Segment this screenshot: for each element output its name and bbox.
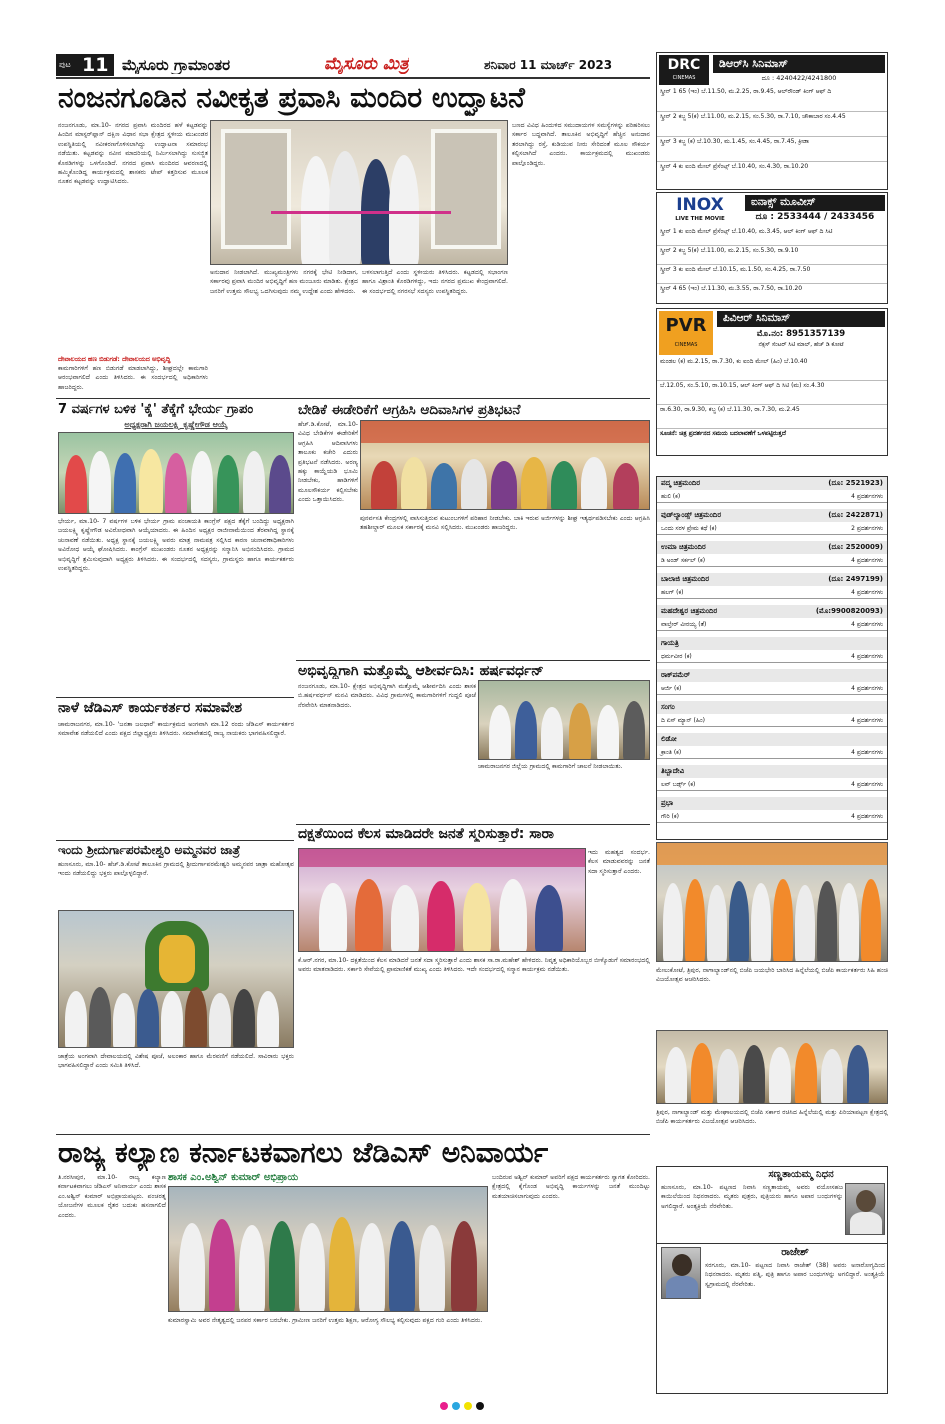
film-shows: 4 ಪ್ರದರ್ಶನಗಳು xyxy=(851,493,883,500)
bottom-col3: ಕುಮಾರಸ್ವಾಮಿ ಅವರ ನೇತೃತ್ವದಲ್ಲಿ ಜನಪರ ಸರ್ಕಾರ ಬರಬೇಕು. ಗ್ರಾಮೀಣ ಜನರಿಗೆ ಉತ್ತಮ ಶಿಕ್ಷಣ, ಆರೋಗ್ಯ ಸೌಲಭ್ಯ ಕಲ್ಪಿಸುವುದು ಪಕ್ಷದ ಗುರಿ ಎಂದು ತಿಳಿಸಿದರು. xyxy=(168,1317,483,1324)
cinema-hall-name: ರಾಕ್‌ಪಮೆರ್ xyxy=(661,671,690,679)
film-title: ಆರ್ಜಿ (ಕ) xyxy=(661,685,682,692)
pvr-row: ಬೆ.12.05, ಸಂ.5.10, ರಾ.10.15, ಆಲ್ ಕಿಂಗ್ ಆಫ್ ದಿ ಸಿಟಿ (ಮ) ಸಂ.4.30 xyxy=(657,381,887,405)
page-badge xyxy=(56,54,114,76)
cinema-film-row xyxy=(657,619,887,631)
inox-logo-text: INOX xyxy=(676,195,724,215)
cinema-hall-header xyxy=(657,765,887,778)
temple-body-bottom: ಜಾತ್ರೆಯ ಅಂಗವಾಗಿ ದೇವಾಲಯದಲ್ಲಿ ವಿಶೇಷ ಪೂಜೆ, ಅಲಂಕಾರ ಹಾಗೂ ಮೆರವಣಿಗೆ ನಡೆಯಲಿದೆ. ಸಾವಿರಾರು ಭಕ್ತರು ಭಾಗವಹಿಸಲಿದ್ದಾರೆ ಎಂದು ಸಮಿತಿ ತಿಳಿಸಿದೆ. xyxy=(58,1053,294,1070)
film-shows: 4 ಪ್ರದರ್ಶನಗಳು xyxy=(851,749,883,756)
jds-meeting-body: ಚಾಮರಾಜನಗರ, ಮಾ.10- 'ಜನತಾ ಜಲಧಾರೆ' ಕಾರ್ಯಕ್ರಮದ ಅಂಗವಾಗಿ ಮಾ.12 ರಂದು ಜೆಡಿಎಸ್ ಕಾರ್ಯಕರ್ತರ ಸಮಾವೇಶ ನಡೆಯಲಿದೆ ಎಂದು ಪಕ್ಷದ ಜಿಲ್ಲಾಧ್ಯಕ್ಷರು ತಿಳಿಸಿದರು. ಸಮಾವೇಶದಲ್ಲಿ ರಾಜ್ಯ ನಾಯಕರು ಭಾಗವಹಿಸಲಿದ್ದಾರೆ. xyxy=(58,721,294,738)
cinema-film-row xyxy=(657,683,887,695)
tribal-photo xyxy=(360,420,650,510)
bheriya-photo xyxy=(58,432,294,514)
cinema-hall-header xyxy=(657,573,887,586)
film-shows: 4 ಪ್ರದರ್ಶನಗಳು xyxy=(851,781,883,788)
harsha-body: ನಂಜನಗೂಡು, ಮಾ.10- ಕ್ಷೇತ್ರದ ಅಭಿವೃದ್ಧಿಗಾಗಿ ಮತ್ತೊಮ್ಮೆ ಆಶೀರ್ವದಿಸಿ ಎಂದು ಶಾಸಕ ಬಿ.ಹರ್ಷವರ್ಧನ್ ಮನವಿ ಮಾಡಿದರು. ವಿವಿಧ ಗ್ರಾಮಗಳಲ್ಲಿ ಕಾಮಗಾರಿಗಳಿಗೆ ಗುದ್ದಲಿ ಪೂಜೆ ನೆರವೇರಿಸಿ ಮಾತನಾಡಿದರು. xyxy=(298,683,476,709)
drc-row: ಸ್ಕ್ರೀನ್ 4 ಕು ಐಂದಿ ಮೇಲ್ ಪ್ರೆಸೆಂಟ್ಸ್ ಬೆ.10.40, ಸಂ.4.30, ರಾ.10.20 xyxy=(660,163,809,170)
pvr-row: ಮಂಡಲ (ಕ) ಮ.2.15, ರಾ.7.30, ಕು ಐಂದಿ ಮೇಲ್ (ಹಿಂ) ಬೆ.10.40 xyxy=(657,357,887,381)
drc-row: ಸ್ಕ್ರೀನ್ 2 ಕಬ್ಜ 5(ಕ) ಬೆ.11.00, ಮ.2.15, ಸಂ.5.30, ರಾ.7.10, ಚೌಕಾಬಾರ ಸಂ.4.45 xyxy=(657,112,887,137)
cinema-hall-header xyxy=(657,541,887,554)
film-title: ಲವ್ ಬರ್ಡ್ಸ್ (ಕ) xyxy=(661,781,696,788)
bjp-photo-bottom xyxy=(656,1030,888,1104)
bottom-headline: ರಾಜ್ಯ ಕಲ್ಯಾಣ ಕರ್ನಾಟಕವಾಗಲು ಜೆಡಿಎಸ್ ಅನಿವಾರ್ಯ xyxy=(58,1136,549,1169)
inox-cinema-box xyxy=(656,192,888,304)
pvr-logo-sub: CINEMAS xyxy=(674,342,698,348)
jds-meeting-headline: ನಾಳೆ ಜೆಡಿಎಸ್ ಕಾರ್ಯಕರ್ತರ ಸಮಾವೇಶ xyxy=(58,700,243,716)
temple-photo xyxy=(58,910,294,1048)
cinema-hall-phone: (ದೂ: 2497199) xyxy=(828,575,883,583)
lead-col3: ಅನುದಾನ ನೀಡಲಾಗಿದೆ. ಮುಖ್ಯಮಂತ್ರಿಗಳು ನಗರಕ್ಕೆ ಭೇಟಿ ನೀಡಿದಾಗ, ಸರ್ಕಾರವು ಪ್ರವಾಸಿ ಮಂದಿರ ಅಭಿವೃದ್ಧಿಗೆ ಹಣ ಮಂಜೂರು ಮಾಡಿತು. ಕ್ಷೇತ್ರದ ಜನರಿಗೆ ಉತ್ತಮ ಸೌಲಭ್ಯ ಒದಗಿಸುವುದು ನಮ್ಮ ಉದ್ದೇಶ ಎಂದು ಹೇಳಿದರು. xyxy=(210,269,358,295)
halls-list xyxy=(656,476,888,840)
film-title: ಗೌರಿ (ಕ) xyxy=(661,813,679,820)
bjp-body-top: ಮೇಲುಕೋಟೆ, ತ್ರಿಪುರ, ನಾಗಾಲ್ಯಾಂಡ್‌ನಲ್ಲಿ ಬಿಜೆಪಿ ಜಯಭೇರಿ ಬಾರಿಸಿದ ಹಿನ್ನೆಲೆಯಲ್ಲಿ ಬಿಜೆಪಿ ಕಾರ್ಯಕರ್ತರು ಸಿಹಿ ಹಂಚಿ ವಿಜಯೋತ್ಸವ ಆಚರಿಸಿದರು. xyxy=(656,967,888,984)
cinema-hall-name: ತಿಬ್ಬಾದೇವಿ xyxy=(661,767,685,775)
cinema-film-row xyxy=(657,651,887,663)
cinema-hall-header xyxy=(657,637,887,650)
pvr-row: ರಾ.6.30, ರಾ.9.30, ಕಬ್ಜ (ಕ) ಬೆ.11.30, ರಾ.7.30, ಮ.2.45 xyxy=(657,405,887,429)
film-shows: 2 ಪ್ರದರ್ಶನಗಳು xyxy=(851,525,883,532)
film-title: ಹುಲಿ (ಕ) xyxy=(661,493,681,500)
film-shows: 4 ಪ್ರದರ್ಶನಗಳು xyxy=(851,557,883,564)
cinema-hall-header xyxy=(657,477,887,490)
harsha-headline: ಅಭಿವೃದ್ಧಿಗಾಗಿ ಮತ್ತೊಮ್ಮೆ ಆಶೀರ್ವದಿಸಿ: ಹರ್ಷವರ್ಧನ್ xyxy=(298,663,544,679)
drc-row: ಸ್ಕ್ರೀನ್ 1 65 (ಇಂ) ಬೆ.11.50, ಮ.2.25, ರಾ.9.45, ಆಲ್‌ರೌಂಡ್ ಕಿಂಗ್ ಆಫ್ ದಿ xyxy=(657,87,887,112)
temple-body-top: ಹುಣಸೂರು, ಮಾ.10- ಹೆಚ್.ಡಿ.ಕೋಟೆ ತಾಲೂಕಿನ ಗ್ರಾಮದಲ್ಲಿ ಶ್ರೀದುರ್ಗಾಪರಮೇಶ್ವರಿ ಅಮ್ಮನವರ ಜಾತ್ರಾ ಮಹೋತ್ಸವ ಇಂದು ನಡೆಯಲಿದ್ದು ಭಕ್ತರು ಪಾಲ್ಗೊಳ್ಳಲಿದ್ದಾರೆ. xyxy=(58,861,294,878)
sara-photo xyxy=(298,848,586,952)
inox-phone: ದೂ : 2533444 / 2433456 xyxy=(755,212,875,222)
drc-phone: ದೂ : 4240422/4241800 xyxy=(761,74,837,82)
drc-title: ಡಿಆರ್‌ಸಿ ಸಿನಿಮಾಸ್ xyxy=(713,55,885,73)
inox-logo-sub: LIVE THE MOVIE xyxy=(675,216,725,222)
cinema-hall-name: ಸಂಗಂ xyxy=(661,703,675,711)
sara-body: ಕೆ.ಆರ್.ನಗರ, ಮಾ.10- ದಕ್ಷತೆಯಿಂದ ಕೆಲಸ ಮಾಡಿದರೆ ಜನತೆ ಸದಾ ಸ್ಮರಿಸುತ್ತಾರೆ ಎಂದು ಶಾಸಕ ಸಾ.ರಾ.ಮಹೇಶ್ ಹೇಳಿದರು. ನಿವೃತ್ತ ಅಧಿಕಾರಿಯೊಬ್ಬರ ಬೀಳ್ಕೊಡುಗೆ ಸಮಾರಂಭದಲ್ಲಿ ಅವರು ಮಾತನಾಡಿದರು. ಸರ್ಕಾರಿ ಸೇವೆಯಲ್ಲಿ ಪ್ರಾಮಾಣಿಕತೆ ಮುಖ್ಯ ಎಂದು ತಿಳಿಸಿದರು. ಇದೇ ಸಂದರ್ಭದಲ್ಲಿ ಸನ್ಮಾನ ಕಾರ್ಯಕ್ರಮ ನಡೆಯಿತು. xyxy=(298,957,650,974)
harsha-photo xyxy=(478,680,650,760)
section-title: ಮೈಸೂರು ಗ್ರಾಮಾಂತರ xyxy=(122,56,231,74)
masthead xyxy=(56,54,650,76)
drc-logo-text: DRC xyxy=(667,57,701,73)
cinema-film-row xyxy=(657,555,887,567)
cinema-film-row xyxy=(657,715,887,727)
bottom-subhead: ಶಾಸಕ ಎಂ.ಅಶ್ವಿನ್ ಕುಮಾರ್ ಅಭಿಪ್ರಾಯ xyxy=(168,1172,299,1183)
inox-logo xyxy=(659,195,741,225)
pvr-cinema-box xyxy=(656,308,888,456)
cinema-hall-header xyxy=(657,669,887,682)
masthead-rule xyxy=(56,77,650,79)
obituary-body-1: ಹುಣಸೂರು, ಮಾ.10- ಪಟ್ಟಣದ ನಿವಾಸಿ ಸಣ್ಣತಾಯಮ್ಮ ಅವರು ವಯೋಸಹಜ ಕಾಯಿಲೆಯಿಂದ ನಿಧನರಾದರು. ಮೃತರು ಪುತ್ರರು, ಪುತ್ರಿಯರು ಹಾಗೂ ಅಪಾರ ಬಂಧುಗಳನ್ನು ಅಗಲಿದ್ದಾರೆ. ಅಂತ್ಯಕ್ರಿಯೆ ನೆರವೇರಿತು. xyxy=(661,1184,843,1210)
lead-col5: ಬಣದ ವಿವಿಧ ಹಿಂದುಳಿದ ಸಮುದಾಯಗಳ ಸಮಸ್ಯೆಗಳನ್ನು ಪರಿಹರಿಸಲು ಸರ್ಕಾರ ಬದ್ಧವಾಗಿದೆ. ತಾಲೂಕಿನ ಅಭಿವೃದ್ಧಿಗೆ ಹೆಚ್ಚಿನ ಅನುದಾನ ತರಲಾಗಿದ್ದು ರಸ್ತೆ, ಕುಡಿಯುವ ನೀರು ಸೇರಿದಂತೆ ಮೂಲ ಸೌಕರ್ಯ ಕಲ್ಪಿಸಲಾಗಿದೆ ಎಂದರು. ಕಾರ್ಯಕ್ರಮದಲ್ಲಿ ಮುಖಂಡರು ಪಾಲ್ಗೊಂಡಿದ್ದರು. xyxy=(512,122,650,167)
page-number: 11 xyxy=(82,54,109,76)
obituary-title-1: ಸಣ್ಣತಾಯಮ್ಮ ನಿಧನ xyxy=(768,1169,834,1180)
pvr-phone: ಮೊ.ನಂ: 8951357139 xyxy=(756,329,846,339)
cinema-film-row xyxy=(657,747,887,759)
page-label: ಪುಟ xyxy=(59,60,71,69)
cinema-film-row xyxy=(657,587,887,599)
drc-logo xyxy=(659,55,709,85)
lead-headline: ನಂಜನಗೂಡಿನ ನವೀಕೃತ ಪ್ರವಾಸಿ ಮಂದಿರ ಉದ್ಘಾಟನೆ xyxy=(58,81,525,114)
cinema-hall-name: ವುಡ್‌ಲ್ಯಾಂಡ್ಸ್ ಚಿತ್ರಮಂದಿರ xyxy=(661,511,722,519)
inox-title: ಐನಾಕ್ಸ್ ಮೂವೀಸ್ xyxy=(745,195,885,211)
sara-body-top: ಇದು ಮಹತ್ವದ ಸಂದರ್ಭ. ಕೆಲಸ ಮಾಡುವವರನ್ನು ಜನತೆ ಸದಾ ಸ್ಮರಿಸುತ್ತಾರೆ ಎಂದರು. xyxy=(588,849,650,875)
film-title: ಡಿ ಅಂಡ್ ಸರ್ಕಲ್ (ಕ) xyxy=(661,557,706,564)
issue-date: ಶನಿವಾರ 11 ಮಾರ್ಚ್ 2023 xyxy=(484,58,613,72)
film-title: ಒಂದು ಸರಳ ಪ್ರೇಮ ಕಥೆ (ಕ) xyxy=(661,525,717,532)
film-title: ಹಲಗ್ (ಕ) xyxy=(661,589,684,596)
cinema-hall-name: ಲಿಡೋ xyxy=(661,735,677,743)
film-title: ಕ್ರಾಂತಿ (ಕ) xyxy=(661,749,682,756)
cinema-hall-name: ಪದ್ಮ ಚಿತ್ರಮಂದಿರ xyxy=(661,479,701,487)
drc-cinema-box xyxy=(656,52,888,190)
inox-row: ಸ್ಕ್ರೀನ್ 1 ಕು ಐಂದಿ ಮೇಲ್ ಪ್ರೆಸೆಂಟ್ಸ್ ಬೆ.10.40, ಮ.3.45, ಆಲ್ ಕಿಂಗ್ ಆಫ್ ದಿ ಸಿಟಿ xyxy=(657,227,887,246)
bottom-col1: ತಿ.ನರಸೀಪುರ, ಮಾ.10- ರಾಜ್ಯ ಕಲ್ಯಾಣ ಕರ್ನಾಟಕವಾಗಲು ಜೆಡಿಎಸ್ ಅನಿವಾರ್ಯ ಎಂದು ಶಾಸಕ ಎಂ.ಅಶ್ವಿನ್ ಕುಮಾರ್ ಅಭಿಪ್ರಾಯಪಟ್ಟರು. ಪಂಚರತ್ನ ಯೋಜನೆಗಳ ಮೂಲಕ ರೈತರ ಬದುಕು ಹಸನಾಗಲಿದೆ ಎಂದರು. xyxy=(58,1174,166,1219)
cinema-hall-phone: (ದೂ: 2520009) xyxy=(828,543,883,551)
cinema-film-row xyxy=(657,779,887,791)
bheriya-headline: 7 ವರ್ಷಗಳ ಬಳಿಕ 'ಕೈ' ತೆಕ್ಕೆಗೆ ಭೇರ್ಯ ಗ್ರಾಪಂ xyxy=(58,402,254,417)
sara-headline: ದಕ್ಷತೆಯಿಂದ ಕೆಲಸ ಮಾಡಿದರೇ ಜನತೆ ಸ್ಮರಿಸುತ್ತಾರೆ: ಸಾರಾ xyxy=(298,826,554,842)
film-title: ದಿ ಏಸ್ ಮ್ಯಾನ್ (ಹಿಂ) xyxy=(661,717,705,724)
obituary-photo-1 xyxy=(845,1183,885,1235)
pvr-logo-text: PVR xyxy=(665,315,707,336)
film-shows: 4 ಪ್ರದರ್ಶನಗಳು xyxy=(851,621,883,628)
cinema-hall-header xyxy=(657,797,887,810)
tribal-headline: ಬೇಡಿಕೆ ಈಡೇರಿಕೆಗೆ ಆಗ್ರಹಿಸಿ ಆದಿವಾಸಿಗಳ ಪ್ರತಿಭಟನೆ xyxy=(298,402,521,418)
temple-headline: ಇಂದು ಶ್ರೀದುರ್ಗಾಪರಮೇಶ್ವರಿ ಅಮ್ಮನವರ ಜಾತ್ರೆ xyxy=(58,843,241,857)
film-title: ಧರ್ಮವೀರ (ಕ) xyxy=(661,653,692,660)
bottom-photo xyxy=(168,1186,488,1312)
pvr-notice: ಸೂಚನೆ: ಚಿತ್ರ ಪ್ರದರ್ಶನದ ಸಮಯ ಬದಲಾವಣೆಗೆ ಒಳಪಟ್ಟಿರುತ್ತದೆ xyxy=(660,430,786,437)
inox-row: ಸ್ಕ್ರೀನ್ 2 ಕಬ್ಜ 5(ಕ) ಬೆ.11.00, ಮ.2.15, ಸಂ.5.30, ರಾ.9.10 xyxy=(657,246,887,265)
bjp-body-bottom: ತ್ರಿಪುರ, ನಾಗಾಲ್ಯಾಂಡ್ ಮತ್ತು ಮೇಘಾಲಯದಲ್ಲಿ ಬಿಜೆಪಿ ಸರ್ಕಾರ ರಚಿಸಿದ ಹಿನ್ನೆಲೆಯಲ್ಲಿ ಮತ್ತು ಪಿರಿಯಾಪಟ್ಟಣ ಕ್ಷೇತ್ರದಲ್ಲಿ ಬಿಜೆಪಿ ಕಾರ್ಯಕರ್ತರು ವಿಜಯೋತ್ಸವ ಆಚರಿಸಿದರು. xyxy=(656,1109,888,1126)
film-shows: 4 ಪ್ರದರ್ಶನಗಳು xyxy=(851,813,883,820)
cinema-hall-header xyxy=(657,509,887,522)
lead-col4: ಬಳಸಲಾಗುತ್ತಿದೆ ಎಂದು ಸ್ಥಳೀಯರು ತಿಳಿಸಿದರು. ಕಟ್ಟಡದಲ್ಲಿ ಸಭಾಂಗಣ ಹಾಗೂ ವಿಶ್ರಾಂತಿ ಕೊಠಡಿಗಳಿದ್ದು, ಇದು ನಗರದ ಪ್ರಮುಖ ಕೇಂದ್ರವಾಗಲಿದೆ. ಈ ಸಂದರ್ಭದಲ್ಲಿ ನಗರಸಭೆ ಸದಸ್ಯರು ಉಪಸ್ಥಿತರಿದ್ದರು. xyxy=(362,269,508,295)
drc-logo-sub: CINEMAS xyxy=(672,75,696,81)
tribal-body-left: ಹೆಚ್.ಡಿ.ಕೋಟೆ, ಮಾ.10- ವಿವಿಧ ಬೇಡಿಕೆಗಳ ಈಡೇರಿಕೆಗೆ ಆಗ್ರಹಿಸಿ ಆದಿವಾಸಿಗಳು ತಾಲೂಕು ಕಚೇರಿ ಎದುರು ಪ್ರತಿಭಟನೆ ನಡೆಸಿದರು. ಅರಣ್ಯ ಹಕ್ಕು ಕಾಯ್ದೆಯಡಿ ಭೂಮಿ ನೀಡಬೇಕು, ಹಾಡಿಗಳಿಗೆ ಮೂಲಸೌಕರ್ಯ ಕಲ್ಪಿಸಬೇಕು ಎಂದು ಒತ್ತಾಯಿಸಿದರು. xyxy=(298,421,358,504)
lead-col1: ನಂಜನಗೂಡು, ಮಾ.10- ನಗರದ ಪ್ರವಾಸಿ ಮಂದಿರದ ಹಳೆ ಕಟ್ಟಡವನ್ನು ಹಿಂದಿನ ಮಾಸ್ಟರ್‌ಪ್ಲಾನ್ ದಕ್ಷಿಣ ವಿಧಾನ ಸಭಾ ಕ್ಷೇತ್ರದ ಸ್ಥಳೀಯ ಮುಖಂಡರ ಉಪಸ್ಥಿತಿಯಲ್ಲಿ ನವೀಕರಣಗೊಳಿಸಲಾಗಿದ್ದು ಉದ್ಘಾಟನಾ ಸಮಾರಂಭ ನಡೆಯಿತು. ಕಟ್ಟಡವನ್ನು ನವೀನ ಮಾದರಿಯಲ್ಲಿ ನಿರ್ಮಿಸಲಾಗಿದ್ದು ಸುಸಜ್ಜಿತ ಕೊಠಡಿಗಳನ್ನು ಒಳಗೊಂಡಿದೆ. ನಗರದ ಪ್ರವಾಸಿ ಮಂದಿರದ ಆವರಣದಲ್ಲಿ ಹಮ್ಮಿಕೊಂಡಿದ್ದ ಕಾರ್ಯಕ್ರಮದಲ್ಲಿ ಶಾಸಕರು ಟೇಪ್ ಕತ್ತರಿಸುವ ಮೂಲಕ ನೂತನ ಕಟ್ಟಡವನ್ನು ಉದ್ಘಾಟಿಸಿದರು. xyxy=(58,122,208,186)
cinema-film-row xyxy=(657,491,887,503)
cinema-hall-name: ಪ್ರಭಾ xyxy=(661,799,674,807)
obituary-body-2: ಸರಗೂರು, ಮಾ.10- ಪಟ್ಟಣದ ನಿವಾಸಿ ರಾಜೇಶ್ (38) ಅವರು ಅನಾರೋಗ್ಯದಿಂದ ನಿಧನರಾದರು. ಮೃತರು ಪತ್ನಿ, ಪುತ್ರಿ ಹಾಗೂ ಅಪಾರ ಬಂಧುಗಳನ್ನು ಅಗಲಿದ್ದಾರೆ. ಅಂತ್ಯಕ್ರಿಯೆ ಸ್ವಗ್ರಾಮದಲ್ಲಿ ನೆರವೇರಿತು. xyxy=(705,1262,885,1288)
film-title: ವಾಲ್ತೇರ್ ವೀರಯ್ಯ (ತೆ) xyxy=(661,621,707,628)
lead-col1-subhead: ದೇವಾಲಯದ ಹಣ ಬಿಡುಗಡೆ: ದೇವಾಲಯದ ಅಭಿವೃದ್ಧಿ xyxy=(58,355,171,363)
registration-marks xyxy=(440,1402,500,1410)
obituary-box xyxy=(656,1166,888,1394)
cinema-hall-phone: (ದೂ: 2422871) xyxy=(828,511,883,519)
pvr-address: ನೆಕ್ಸಸ್ ಸೆಂಟರ್ ಸಿಟಿ ಮಾಲ್, ಹೆಚ್ ಡಿ ಕೋಟೆ xyxy=(758,342,844,348)
cinema-hall-header xyxy=(657,733,887,746)
cinema-hall-name: ಬಾಲಾಜಿ ಚಿತ್ರಮಂದಿರ xyxy=(661,575,710,583)
tribal-body-right: ಪುನರ್ವಸತಿ ಕೇಂದ್ರಗಳಲ್ಲಿ ವಾಸಿಸುತ್ತಿರುವ ಕುಟುಂಬಗಳಿಗೆ ಪರಿಹಾರ ನೀಡಬೇಕು. ಬಾಕಿ ಇರುವ ಅರ್ಜಿಗಳನ್ನು ಶೀಘ್ರ ಇತ್ಯರ್ಥಪಡಿಸಬೇಕು ಎಂದು ಆಗ್ರಹಿಸಿ ತಹಶೀಲ್ದಾರ್ ಮೂಲಕ ಸರ್ಕಾರಕ್ಕೆ ಮನವಿ ಸಲ್ಲಿಸಿದರು. ಮುಖಂಡರು ಹಾಜರಿದ್ದರು. xyxy=(360,515,650,532)
obituary-title-2: ರಾಜೇಶ್ xyxy=(781,1247,809,1258)
cinema-hall-phone: (ಮೊ:9900820093) xyxy=(815,607,883,615)
lead-col1-after: ಕಾಮಗಾರಿಗಳಿಗೆ ಹಣ ಬಿಡುಗಡೆ ಮಾಡಲಾಗಿದ್ದು, ಶೀಘ್ರದಲ್ಲೇ ಕಾಮಗಾರಿ ಆರಂಭವಾಗಲಿದೆ ಎಂದು ತಿಳಿಸಿದರು. ಈ ಸಂದರ್ಭದಲ್ಲಿ ಅಧಿಕಾರಿಗಳು ಹಾಜರಿದ್ದರು. xyxy=(58,365,208,391)
cinema-hall-name: ಉಮಾ ಚಿತ್ರಮಂದಿರ xyxy=(661,543,706,551)
cinema-film-row xyxy=(657,811,887,823)
inox-row: ಸ್ಕ್ರೀನ್ 3 ಕು ಐಂದಿ ಮೇಲ್ ಬೆ.10.15, ಮ.1.50, ಸಂ.4.25, ರಾ.7.50 xyxy=(657,265,887,284)
film-shows: 4 ಪ್ರದರ್ಶನಗಳು xyxy=(851,685,883,692)
bheriya-body: ಭೇರ್ಯ, ಮಾ.10- 7 ವರ್ಷಗಳ ಬಳಿಕ ಭೇರ್ಯ ಗ್ರಾಮ ಪಂಚಾಯತಿ ಕಾಂಗ್ರೆಸ್ ಪಕ್ಷದ ತೆಕ್ಕೆಗೆ ಬಂದಿದ್ದು ಅಧ್ಯಕ್ಷರಾಗಿ ಜಯಲಕ್ಷ್ಮಿ ಕೃಷ್ಣೇಗೌಡ ಅವಿರೋಧವಾಗಿ ಆಯ್ಕೆಯಾದರು. ಈ ಹಿಂದಿನ ಅಧ್ಯಕ್ಷರ ರಾಜೀನಾಮೆಯಿಂದ ತೆರವಾಗಿದ್ದ ಸ್ಥಾನಕ್ಕೆ ಚುನಾವಣೆ ನಡೆಯಿತು. ಅಧ್ಯಕ್ಷ ಸ್ಥಾನಕ್ಕೆ ಜಯಲಕ್ಷ್ಮಿ ಅವರು ಮಾತ್ರ ನಾಮಪತ್ರ ಸಲ್ಲಿಸಿದ ಕಾರಣ ಚುನಾವಣಾಧಿಕಾರಿಗಳು ಅವಿರೋಧ ಆಯ್ಕೆ ಘೋಷಿಸಿದರು. ಕಾಂಗ್ರೆಸ್ ಮುಖಂಡರು ನೂತನ ಅಧ್ಯಕ್ಷರನ್ನು ಸನ್ಮಾನಿಸಿ ಅಭಿನಂದಿಸಿದರು. ಗ್ರಾಮದ ಅಭಿವೃದ್ಧಿಗೆ ಶ್ರಮಿಸುವುದಾಗಿ ಅಧ್ಯಕ್ಷರು ತಿಳಿಸಿದರು. ಈ ಸಂದರ್ಭದಲ್ಲಿ ಸದಸ್ಯರು, ಗ್ರಾಮಸ್ಥರು ಹಾಗೂ ಕಾರ್ಯಕರ್ತರು ಉಪಸ್ಥಿತರಿದ್ದರು. xyxy=(58,518,294,573)
film-shows: 4 ಪ್ರದರ್ಶನಗಳು xyxy=(851,653,883,660)
inox-row: ಸ್ಕ್ರೀನ್ 4 65 (ಇಂ) ಬೆ.11.30, ಮ.3.55, ರಾ.7.50, ರಾ.10.20 xyxy=(660,285,803,292)
bottom-col4: ಬಂದಿರುವ ಅಶ್ವಿನ್ ಕುಮಾರ್ ಅವರಿಗೆ ಪಕ್ಷದ ಕಾರ್ಯಕರ್ತರು ಸ್ವಾಗತ ಕೋರಿದರು. ಕ್ಷೇತ್ರದಲ್ಲಿ ಕೈಗೊಂಡ ಅಭಿವೃದ್ಧಿ ಕಾರ್ಯಗಳನ್ನು ಜನತೆ ಮುಂದಿಟ್ಟು ಮತಯಾಚಿಸಲಾಗುವುದು ಎಂದರು. xyxy=(492,1174,650,1200)
cinema-hall-phone: (ದೂ: 2521923) xyxy=(828,479,883,487)
drc-row: ಸ್ಕ್ರೀನ್ 3 ಕಬ್ಜ (ಕ) ಬೆ.10.30, ಮ.1.45, ಸಂ.4.45, ರಾ.7.45, ಕ್ರೀಡಾ xyxy=(657,137,887,162)
bjp-photo-top xyxy=(656,842,888,962)
cinema-hall-name: ಗಾಯತ್ರಿ xyxy=(661,639,679,647)
cinema-hall-header xyxy=(657,605,887,618)
paper-name: ಮೈಸೂರು ಮಿತ್ರ xyxy=(324,54,409,74)
film-shows: 4 ಪ್ರದರ್ಶನಗಳು xyxy=(851,589,883,596)
cinema-film-row xyxy=(657,523,887,535)
lead-photo xyxy=(210,120,508,265)
obituary-photo-2 xyxy=(661,1247,701,1299)
bheriya-subhead: ಅಧ್ಯಕ್ಷರಾಗಿ ಜಯಲಕ್ಷ್ಮಿ ಕೃಷ್ಣೇಗೌಡ ಆಯ್ಕೆ xyxy=(124,420,228,429)
pvr-logo xyxy=(659,311,713,355)
pvr-title: ಪಿವಿಆರ್ ಸಿನಿಮಾಸ್ xyxy=(717,311,885,327)
harsha-photo-caption: ಚಾಮರಾಜನಗರ ಜಿಲ್ಲೆಯ ಗ್ರಾಮದಲ್ಲಿ ಕಾಮಗಾರಿಗೆ ಚಾಲನೆ ನೀಡಲಾಯಿತು. xyxy=(478,763,623,770)
film-shows: 4 ಪ್ರದರ್ಶನಗಳು xyxy=(851,717,883,724)
cinema-hall-header xyxy=(657,701,887,714)
cinema-hall-name: ಮಹದೇಶ್ವರ ಚಿತ್ರಮಂದಿರ xyxy=(661,607,718,615)
